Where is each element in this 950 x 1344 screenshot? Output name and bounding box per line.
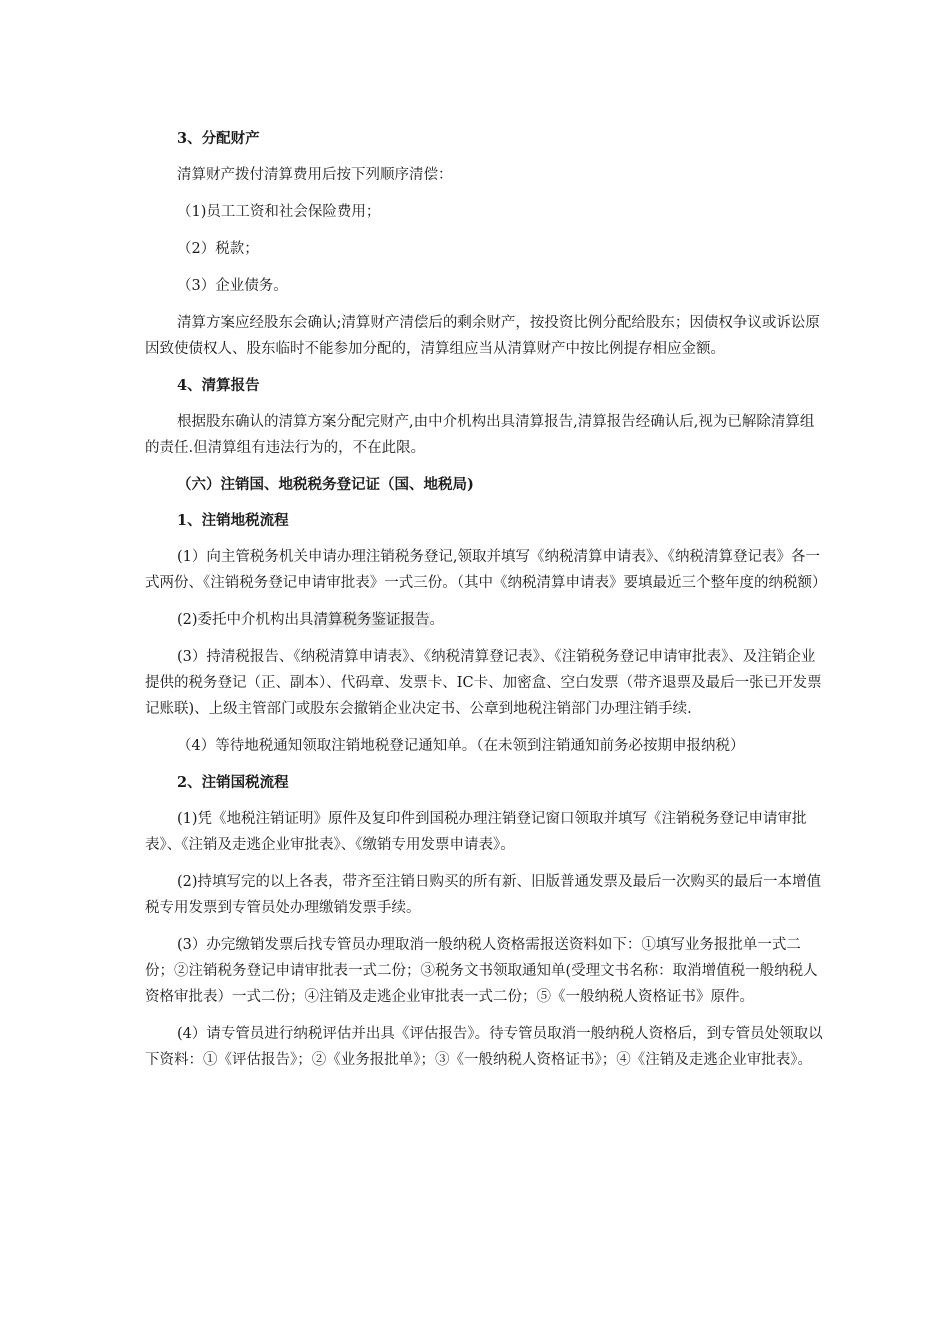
paragraph-liquidation-plan: 清算方案应经股东会确认;清算财产清偿后的剩余财产，按投资比例分配给股东；因债权争议或诉讼原因致使债权人、股东临时不能参加分配的，清算组应当从清算财产中按比例提存相应金额。 (145, 315, 820, 357)
heading-liquidation-report: 4、清算报告 (177, 377, 260, 394)
highlighted-report-term: 清算税务鉴证报告 (313, 612, 430, 628)
heading-distribute-property: 3、分配财产 (177, 130, 260, 147)
paragraph-national-step-3: (3）办完缴销发票后找专管员办理取消一般纳税人资格需报送资料如下：①填写业务报批单一式二份；②注销税务登记申请审批表一式二份；③税务文书领取通知单(受理文书名称：取消增值税一般纳税人资格审批表）一式二份；④注销及走逃企业审批表一式二份；⑤《一般纳税人资格证书》原件。 (145, 937, 818, 1005)
paragraph-local-step-3: (3）持清税报告、《纳税清算申请表》、《纳税清算登记表》、《注销税务登记申请审批表》、及注销企业提供的税务登记（正、副本）、代码章、发票卡、IC卡、加密盒、空白发票（带齐退票及最后一张已开发票记账联)、上级主管部门或股东会撤销企业决定书、公章到地税注销部门办理注销手续. (145, 649, 822, 717)
paragraph-local-step-4: （4）等待地税通知领取注销地税登记通知单。（在未领到注销通知前务必按期申报纳税） (177, 738, 745, 754)
paragraph-repayment-order: 清算财产拨付清算费用后按下列顺序清偿： (177, 167, 453, 183)
heading-section-six: （六）注销国、地税税务登记证（国、地税局) (177, 476, 474, 493)
heading-local-tax-process: 1、注销地税流程 (177, 512, 289, 529)
paragraph-local-step-1: (1）向主管税务机关申请办理注销税务登记,领取并填写《纳税清算申请表》、《纳税清算登记表》各一式两份、《注销税务登记申请审批表》一式三份。（其中《纳税清算申请表》要填最近三个整年度的纳税额） (145, 549, 827, 591)
list-item-wages: （1)员工工资和社会保险费用； (177, 204, 381, 220)
paragraph-national-step-1: (1)凭《地税注销证明》原件及复印件到国税办理注销登记窗口领取并填写《注销税务登记申请审批表》、《注销及走逃企业审批表》、《缴销专用发票申请表》。 (145, 811, 807, 853)
local-step-2-end: 。 (429, 612, 445, 628)
paragraph-national-step-2: (2)持填写完的以上各表，带齐至注销日购买的所有新、旧版普通发票及最后一次购买的最后一本增值税专用发票到专管员处办理缴销发票手续。 (145, 874, 822, 916)
paragraph-liquidation-report: 根据股东确认的清算方案分配完财产,由中介机构出具清算报告,清算报告经确认后,视为已解除清算组的责任.但清算组有违法行为的，不在此限。 (145, 414, 815, 456)
heading-national-tax-process: 2、注销国税流程 (177, 774, 289, 791)
paragraph-local-step-2 (145, 607, 825, 633)
list-item-taxes: （2）税款； (177, 241, 259, 257)
document-body (145, 126, 825, 1084)
local-step-2-text: (2)委托中介机构出具 (177, 612, 314, 628)
list-item-debts: （3）企业债务。 (177, 278, 288, 294)
paragraph-national-step-4: (4）请专管员进行纳税评估并出具《评估报告》。待专管员取消一般纳税人资格后，到专管员处领取以下资料：①《评估报告》；②《业务报批单》；③《一般纳税人资格证书》；④《注销及走逃企业审批表》。 (145, 1026, 823, 1068)
